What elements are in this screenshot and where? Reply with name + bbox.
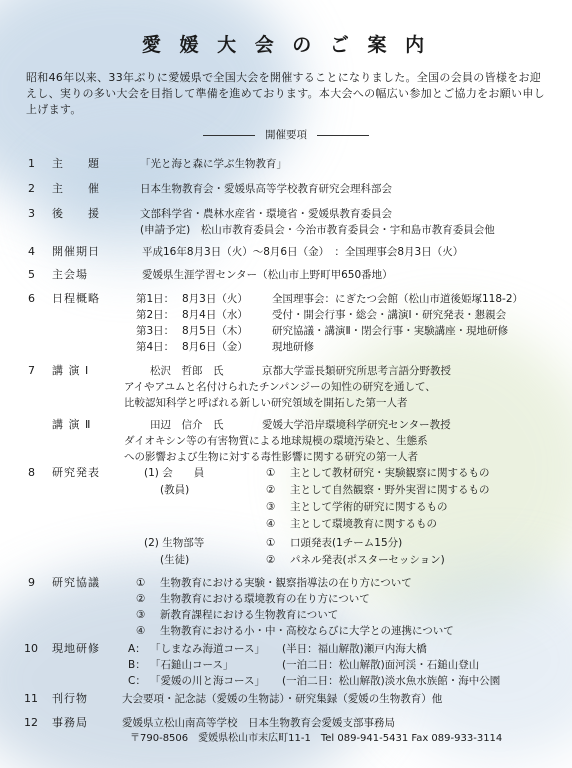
list-item: 口頭発表(1チーム15分) — [290, 537, 403, 549]
schedule-day: 第1日： — [136, 293, 175, 305]
item-value: 愛媛県生涯学習センター（松山市上野町甲650番地） — [142, 269, 393, 281]
list-item: 新教育課程における生物教育について — [160, 609, 339, 621]
divider — [317, 135, 369, 136]
list-marker: ② — [136, 593, 146, 605]
item-value: 文部科学省・農林水産省・環境省・愛媛県教育委員会 — [140, 208, 392, 220]
section-heading — [0, 127, 572, 142]
schedule-text: 研究協議・講演Ⅱ・閉会行事・実験講座・現地研修 — [272, 325, 509, 337]
list-marker: ① — [266, 467, 276, 479]
item-label: 現地研修 — [52, 642, 100, 655]
office-address: 愛媛県立松山南高等学校 日本生物教育会愛媛支部事務局 — [122, 717, 395, 729]
item-value: 平成16年8月3日（火）～8月6日（金） ：全国理事会8月3日（火） — [142, 246, 464, 258]
item-number: 10 — [24, 642, 38, 655]
list-marker: ① — [136, 577, 146, 589]
list-marker: B： — [128, 659, 146, 671]
intro-paragraph: 昭和46年以来、33年ぶりに愛媛県で全国大会を開催することになりました。全国の会員の皆様をお迎えし、実りの多い大会を目指して準備を進めております。本大会への幅広い参加とご協力をお願い申し上げます。 — [26, 71, 545, 116]
list-item: パネル発表(ポスターセッション) — [290, 554, 445, 566]
list-item: 生物教育における実験・観察指導法の在り方について — [160, 577, 412, 589]
item-number: 6 — [28, 292, 35, 305]
item-value: 「光と海と森に学ぶ生物教育」 — [140, 158, 287, 170]
item-label: 研究発表 — [52, 466, 100, 479]
item-label: 主会場 — [52, 268, 88, 281]
item-label: 主 題 — [52, 157, 100, 170]
item-value: (申請予定) 松山市教育委員会・今治市教育委員会・宇和島市教育委員会他 — [140, 224, 495, 236]
list-marker: ③ — [136, 609, 146, 621]
lecturer-affiliation: 京都大学霊長類研究所思考言語分野教授 — [262, 365, 451, 377]
item-value: 大会要項・記念誌（愛媛の生物誌）・研究集録（愛媛の生物教育）他 — [122, 693, 443, 705]
schedule-text: 受付・開会行事・総会・講演Ⅰ・研究発表・懇親会 — [272, 309, 507, 321]
lecturer-description: ダイオキシン等の有害物質による地球規模の環境汚染と、生態系 — [124, 435, 428, 447]
schedule-date: 8月3日（火） — [182, 293, 248, 305]
lecturer-description: への影響および生物に対する毒性影響に関する研究の第一人者 — [124, 451, 418, 463]
list-marker: A： — [128, 643, 146, 655]
course-detail: (半日：福山解散)瀬戸内海大橋 — [282, 643, 427, 655]
course-detail: (一泊二日：松山解散)面河渓・石鎚山登山 — [282, 659, 480, 671]
group-subheading: (教員) — [160, 484, 190, 496]
schedule-date: 8月4日（水） — [182, 309, 248, 321]
item-label: 事務局 — [52, 716, 88, 729]
divider — [203, 135, 255, 136]
item-label: 講 演 Ⅱ — [52, 418, 92, 431]
item-label: 後 援 — [52, 207, 100, 220]
schedule-day: 第4日： — [136, 341, 175, 353]
list-item: 主として教材研究・実験観察に関するもの — [290, 467, 490, 479]
item-number: 9 — [28, 576, 35, 589]
list-item: 生物教育における環境教育の在り方について — [160, 593, 370, 605]
lecturer-affiliation: 愛媛大学沿岸環境科学研究センター教授 — [262, 419, 451, 431]
item-number: 12 — [24, 716, 38, 729]
item-label: 研究協議 — [52, 576, 100, 589]
item-number: 4 — [28, 245, 35, 258]
lecturer-name: 松沢 哲郎 氏 — [150, 365, 224, 377]
list-marker: ② — [266, 554, 276, 566]
list-item: 主として自然観察・野外実習に関するもの — [290, 484, 490, 496]
item-value: 日本生物教育会・愛媛県高等学校教育研究会理科部会 — [140, 183, 392, 195]
course-name: 「石鎚山コース」 — [150, 659, 234, 671]
item-label: 開催期日 — [52, 245, 100, 258]
group-heading: (2) 生物部等 — [144, 537, 205, 549]
item-label: 日程概略 — [52, 292, 100, 305]
list-marker: ④ — [136, 625, 146, 637]
list-item: 主として学術的研究に関するもの — [290, 501, 448, 513]
group-heading: (1) 会 員 — [144, 467, 205, 479]
group-subheading: (生徒) — [160, 554, 190, 566]
item-number: 11 — [24, 692, 38, 705]
item-number: 2 — [28, 182, 35, 195]
item-number: 7 — [28, 364, 35, 377]
list-marker: ① — [266, 537, 276, 549]
office-contact: 〒790-8506 愛媛県松山市末広町11-1 Tel 089-941-5431 Fax 089-933-3114 — [130, 733, 503, 744]
schedule-text: 現地研修 — [272, 341, 314, 353]
schedule-date: 8月5日（木） — [182, 325, 248, 337]
course-name: 「しまなみ海道コース」 — [150, 643, 265, 655]
course-name: 「愛媛の川と海コース」 — [150, 675, 265, 687]
lecturer-description: 比較認知科学と呼ばれる新しい研究領域を開拓した第一人者 — [124, 397, 408, 409]
list-item: 主として環境教育に関するもの — [290, 518, 437, 530]
list-marker: ④ — [266, 518, 276, 530]
list-marker: ③ — [266, 501, 276, 513]
list-marker: ② — [266, 484, 276, 496]
item-number: 5 — [28, 268, 35, 281]
section-heading-text: 開催要項 — [265, 129, 307, 141]
item-number: 1 — [28, 157, 35, 170]
course-detail: (一泊二日：松山解散)淡水魚水族館・海中公園 — [282, 675, 501, 687]
schedule-day: 第2日： — [136, 309, 175, 321]
item-label: 刊行物 — [52, 692, 88, 705]
item-label: 主 催 — [52, 182, 100, 195]
list-item: 生物教育における小・中・高校ならびに大学との連携について — [160, 625, 454, 637]
schedule-text: 全国理事会：にぎたつ会館（松山市道後姫塚118-2） — [272, 293, 524, 305]
schedule-day: 第3日： — [136, 325, 175, 337]
schedule-date: 8月6日（金） — [182, 341, 248, 353]
item-number: 3 — [28, 207, 35, 220]
lecturer-description: アイやアユムと名付けられたチンパンジーの知性の研究を通して、 — [124, 381, 436, 393]
item-label: 講 演 Ⅰ — [52, 364, 90, 377]
item-number: 8 — [28, 466, 35, 479]
lecturer-name: 田辺 信介 氏 — [150, 419, 224, 431]
list-marker: C： — [128, 675, 146, 687]
page-title: 愛 媛 大 会 の ご 案 内 — [141, 34, 431, 56]
